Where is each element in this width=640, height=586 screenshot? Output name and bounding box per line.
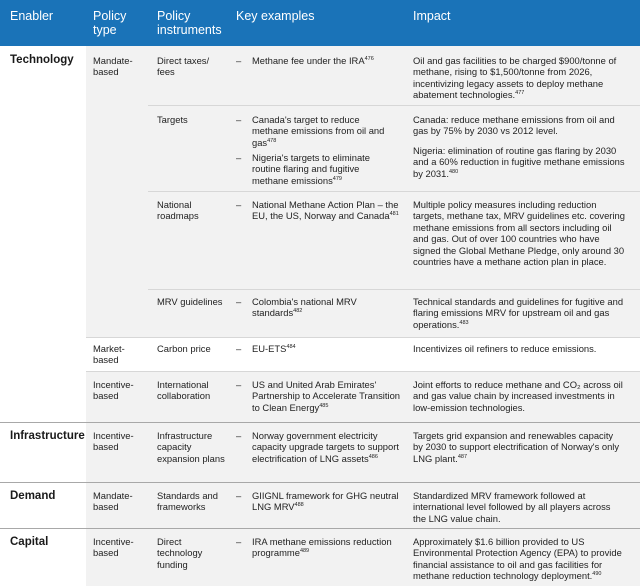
policy-type: Mandate-based	[93, 55, 133, 78]
key-example: EU-ETS$^{484}$	[252, 343, 296, 354]
header-policy-instruments: Policy instruments	[157, 9, 222, 37]
bullet-dash: –	[236, 296, 242, 307]
impact-text: Joint efforts to reduce methane and CO₂ across oil and gas value chain by increased investments in low-emission technologies.	[413, 379, 623, 413]
bullet-dash: –	[236, 199, 242, 210]
policy-type: Incentive-based	[93, 536, 134, 559]
header-enabler: Enabler	[10, 9, 54, 23]
policy-type: Incentive-based	[93, 430, 134, 453]
key-example: US and United Arab Emirates' Partnership to Accelerate Transition to Clean Energy$^{485}$	[252, 379, 400, 413]
impact-text: Standardized MRV framework followed at international level followed by all players across the LNG value chain.	[413, 490, 611, 524]
divider	[86, 337, 640, 338]
divider	[0, 528, 640, 529]
header-impact: Impact	[413, 9, 451, 23]
key-example: IRA methane emissions reduction programme$^{489}$	[252, 536, 392, 559]
bullet-dash: –	[236, 55, 242, 66]
key-example: National Methane Action Plan – the EU, the US, Norway and Canada$^{481}$	[252, 199, 399, 222]
key-example: Nigeria's targets to eliminate routine flaring and fugitive methane emissions$^{479}$	[252, 152, 370, 186]
policy-type: Incentive-based	[93, 379, 134, 402]
impact-text: Technical standards and guidelines for fugitive and flaring emissions MRV for upstream oil and gas operations.$^{483}$	[413, 296, 624, 330]
bullet-dash: –	[236, 379, 242, 390]
bullet-dash: –	[236, 536, 242, 547]
key-example: Canada's target to reduce methane emissions from oil and gas$^{478}$	[252, 114, 385, 148]
bullet-dash: –	[236, 430, 242, 441]
key-example: Norway government electricity capacity upgrade targets to support electrification of LNG assets$^{486}$	[252, 430, 399, 464]
policy-instrument: Standards and frameworks	[157, 490, 218, 513]
enabler-technology: Technology	[10, 54, 74, 66]
policy-type: Market-based	[93, 343, 125, 366]
impact-text: Incentivizes oil refiners to reduce emissions.	[413, 343, 597, 354]
policy-instrument: Direct taxes/ fees	[157, 55, 210, 78]
policy-instrument: National roadmaps	[157, 199, 199, 222]
impact-text: Targets grid expansion and renewables capacity by 2030 to support electrification of Norway's only LNG plant.$^{487}$	[413, 430, 620, 464]
policy-instrument: Direct technology funding	[157, 536, 203, 570]
header-policy-type: Policy type	[93, 9, 127, 37]
enabler-capital: Capital	[10, 536, 49, 548]
impact-text: Canada: reduce methane emissions from oil and gas by 75% by 2030 vs 2012 level.	[413, 114, 615, 137]
key-example: GIIGNL framework for GHG neutral LNG MRV$^{488}$	[252, 490, 399, 513]
divider	[0, 422, 640, 423]
table-header	[0, 0, 640, 46]
impact-text: Oil and gas facilities to be charged $900/tonne of methane, rising to $1,500/tonne from 2026, incentivizing legacy assets to deploy methane abatement technologies.$^{477}$	[413, 55, 617, 101]
enabler-demand: Demand	[10, 490, 56, 502]
policy-type: Mandate-based	[93, 490, 133, 513]
policy-instrument: Infrastructure capacity expansion plans	[157, 430, 225, 464]
bullet-dash: –	[236, 114, 242, 125]
key-example: Methane fee under the IRA$^{476}$	[252, 55, 374, 66]
bullet-dash: –	[236, 152, 242, 163]
bullet-dash: –	[236, 343, 242, 354]
header-key-examples: Key examples	[236, 9, 315, 23]
bullet-dash: –	[236, 490, 242, 501]
impact-text: Approximately $1.6 billion provided to US Environmental Protection Agency (EPA) to provide financial assistance to oil and gas facilities for methane reduction technology deployment.$^{490}$	[413, 536, 622, 582]
divider	[148, 105, 640, 106]
policy-instrument: Targets	[157, 114, 188, 125]
policy-instrument: MRV guidelines	[157, 296, 223, 307]
divider	[148, 191, 640, 192]
impact-text: Nigeria: elimination of routine gas flaring by 2030 and a 60% reduction in fugitive methane emissions by 2031.$^{480}$	[413, 145, 625, 179]
enabler-infrastructure: Infrastructure	[10, 430, 85, 442]
divider	[148, 289, 640, 290]
policy-instrument: International collaboration	[157, 379, 211, 402]
key-example: Colombia's national MRV standards$^{482}$	[252, 296, 357, 319]
divider	[0, 482, 640, 483]
divider	[86, 371, 640, 372]
policy-instrument: Carbon price	[157, 343, 211, 354]
impact-text: Multiple policy measures including reduction targets, methane tax, MRV guidelines etc. covering methane emissions from all sectors including oil and gas. Out of over 100 countries who have signed the Global Methane Pledge, only around 30 countries have a methane action plan in place.	[413, 199, 625, 268]
